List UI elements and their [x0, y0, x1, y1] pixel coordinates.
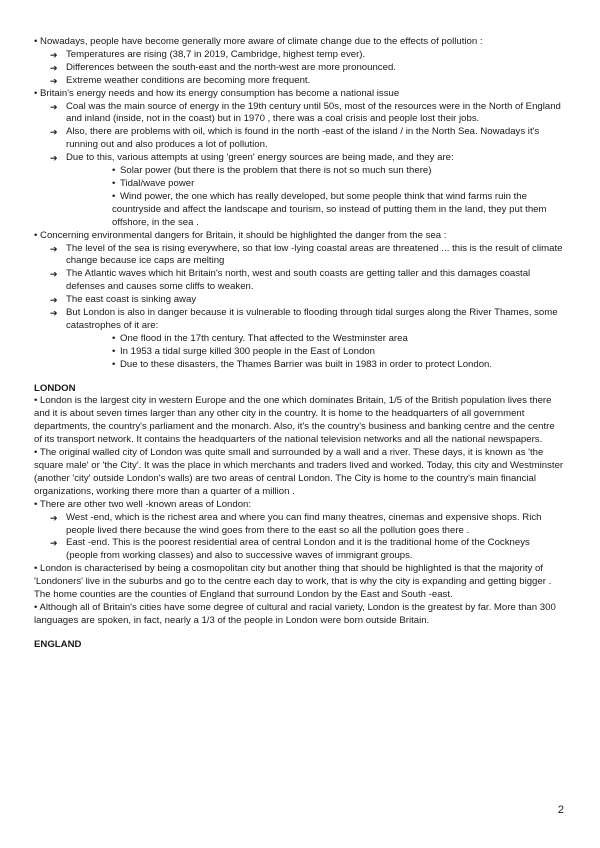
arrow-item: ➔ But London is also in danger because it is vulnerable to flooding through tidal surges along the River Thames, some catastrophes of it are: — [50, 307, 558, 331]
arrow-item: ➔ Coal was the main source of energy in the 19th century until 50s, most of the resources were in the North of England and inland (inside, not in the coast) but in 1970 , there was a coal crisis and people lost their jobs. — [50, 100, 561, 125]
bullet-dangers: • Concerning environmental dangers for Britain, it should be highlighted the danger from the sea : — [34, 229, 447, 241]
arrow-item: ➔ The Atlantic waves which hit Britain's north, west and south coasts are getting taller and this damages coastal defenses and causes some cliffs to weaken. — [50, 268, 531, 293]
bullet-areas: • There are other two well -known areas of London: — [34, 498, 252, 510]
arrow-icon: ➔ — [50, 62, 58, 73]
document-page — [34, 36, 564, 652]
sub-bullet: • One flood in the 17th century. That affected to the Westminster area — [112, 332, 408, 344]
arrow-icon: ➔ — [50, 512, 58, 523]
bullet-climate: • Nowadays, people have become generally more aware of climate change due to the effects of pollution : — [34, 36, 483, 47]
arrow-item: ➔ Also, there are problems with oil, which is found in the north -east of the island / in the North Sea. Nowadays it's running out and also produces a lot of pollution. — [50, 126, 540, 151]
sub-bullet-continuation: countryside and affect the landscape and tourism, so instead of putting them in the land, they put them offshore, in the sea . — [112, 203, 547, 228]
arrow-icon: ➔ — [50, 538, 58, 549]
arrow-icon: ➔ — [50, 308, 58, 319]
sub-bullet: • Solar power (but there is the problem that there is not so much sun there) — [112, 165, 432, 177]
arrow-icon: ➔ — [50, 295, 58, 306]
london-heading: LONDON — [34, 382, 76, 394]
arrow-icon: ➔ — [50, 243, 58, 254]
london-paragraph-3: • London is characterised by being a cosmopolitan city but another thing that should be highlighted is that the majority of 'Londoners' live in the suburbs and go to the centre each day to work, that is why the city is expanding and getting bigger . The home counties are the counties of England that surround London by the East and South -east. — [34, 563, 552, 601]
arrow-icon: ➔ — [50, 49, 58, 60]
arrow-icon: ➔ — [50, 75, 58, 86]
sub-bullet: • Tidal/wave power — [112, 177, 195, 189]
london-paragraph-2: • The original walled city of London was quite small and surrounded by a wall and a river. These days, it is known as 'the square male' or 'the City'. It was the place in which merchants and traders lived and worked. Today, this city and Westminster (another 'city' outside London's walls) are two areas of central London. The City is home to the country's main financial organizations, working there more than a quarter of a million . — [34, 447, 564, 497]
arrow-icon: ➔ — [50, 269, 58, 280]
london-paragraph-4: • Although all of Britain's cities have some degree of cultural and racial variety, London is the greatest by far. More than 300 languages are spoken, in fact, nearly a 1/3 of the people in London were born outside Britain. — [34, 601, 556, 626]
sub-bullet: • Due to these disasters, the Thames Barrier was built in 1983 in order to protect London. — [112, 358, 493, 370]
bullet-energy: • Britain's energy needs and how its energy consumption has become a national issue — [34, 87, 400, 99]
arrow-icon: ➔ — [50, 101, 58, 112]
arrow-item: ➔ West -end, which is the richest area and where you can find many theatres, cinemas and expensive shops. Rich people lived there because the wind goes from there to the east so all the pollution goes there . — [50, 511, 542, 536]
sub-bullet: • In 1953 a tidal surge killed 300 people in the East of London — [112, 345, 375, 357]
arrow-icon: ➔ — [50, 127, 58, 138]
arrow-icon: ➔ — [50, 153, 58, 164]
arrow-item: ➔ The east coast is sinking away — [50, 294, 197, 306]
page-number: 2 — [557, 804, 564, 816]
london-paragraph-1: • London is the largest city in western Europe and the one which dominates Britain, 1/5 of the British population lives there and it is about seven times larger than any other city in the country. It is home to the headquarters of all government departments, the country's parliament and the monarch. Also, it's the country's business and banking centre and the centre of its transport network. It contains the headquarters of the national television networks and all the national newspapers. — [34, 395, 555, 446]
arrow-item: ➔ The level of the sea is rising everywhere, so that low -lying coastal areas are threatened ... this is the result of climate change because ice caps are melting — [50, 242, 563, 267]
arrow-item: ➔ Due to this, various attempts at using 'green' energy sources are being made, and they are: — [50, 152, 454, 164]
england-heading: ENGLAND — [34, 638, 82, 650]
sub-bullet: • Wind power, the one which has really developed, but some people think that wind farms ruin the — [112, 190, 527, 202]
arrow-item: ➔ Differences between the south-east and the north-west are more pronounced. — [50, 61, 396, 73]
arrow-item: ➔ Extreme weather conditions are becoming more frequent. — [50, 74, 311, 86]
arrow-item: ➔ East -end. This is the poorest residential area of central London and it is the traditional home of the Cockneys (people from working classes) and also to successive waves of immigrant groups. — [50, 537, 530, 562]
arrow-item: ➔ Temperatures are rising (38,7 in 2019, Cambridge, highest temp ever). — [50, 48, 366, 60]
